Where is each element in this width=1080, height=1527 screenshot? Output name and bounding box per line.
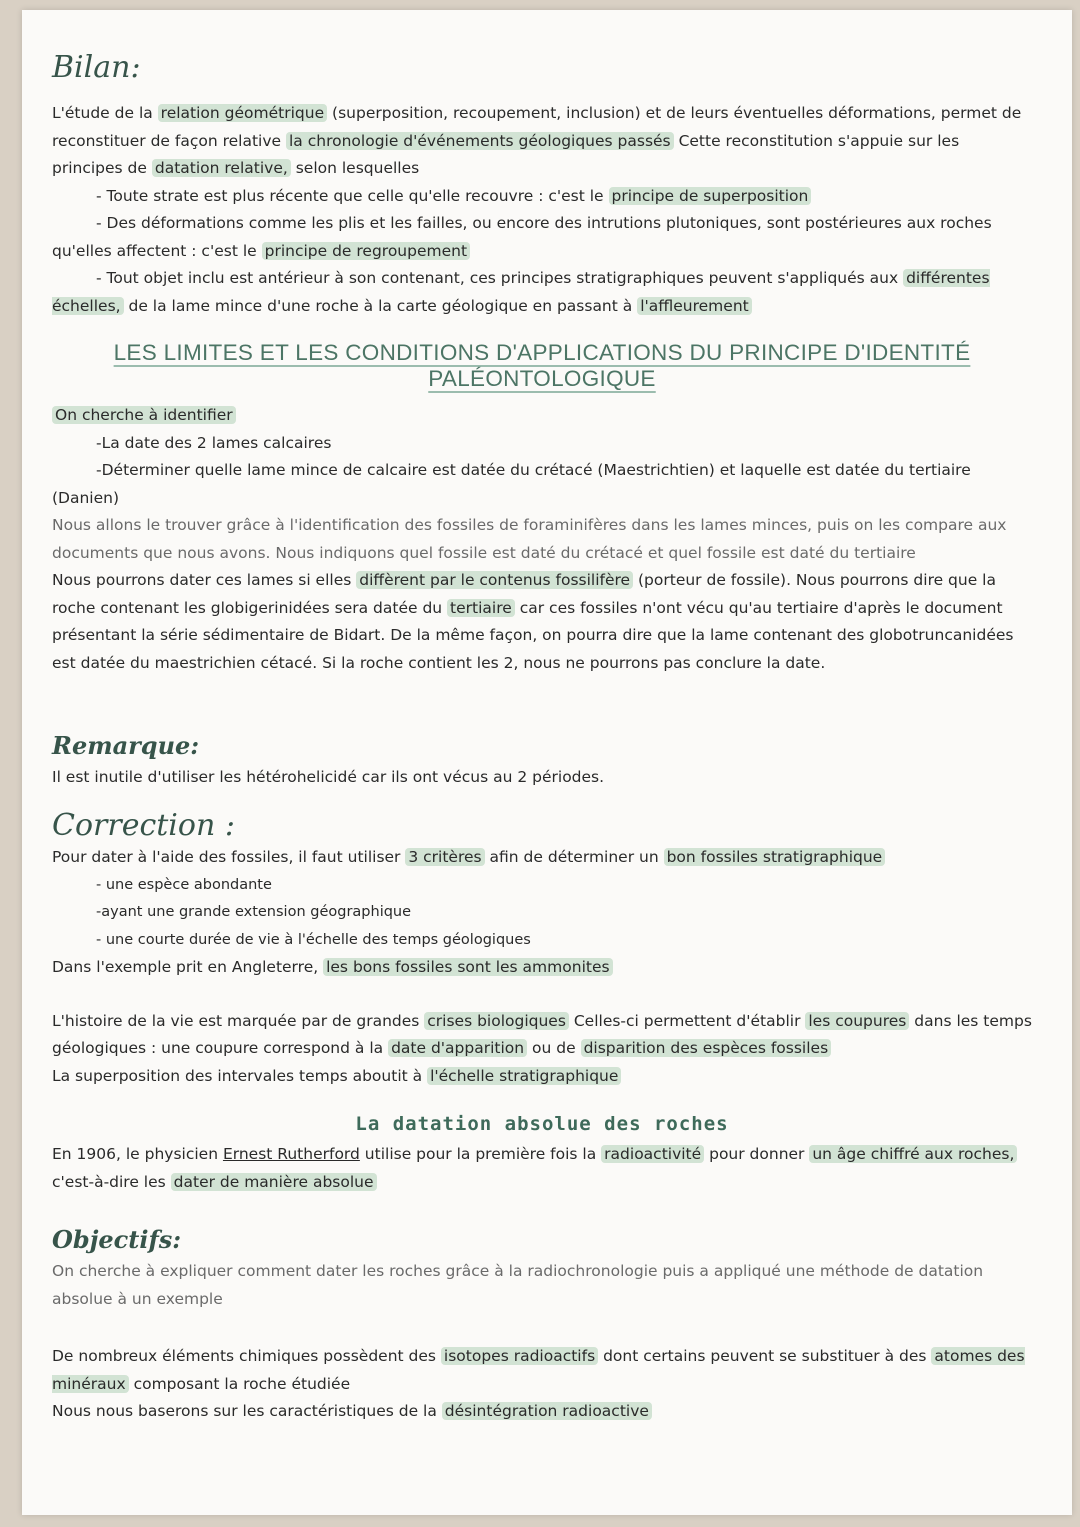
criteria-item: - une courte durée de vie à l'échelle des temps géologiques xyxy=(96,931,531,948)
correction-paragraph-1: Pour dater à l'aide des fossiles, il faut utiliser 3 critères afin de déterminer un bon fossiles stratigraphique xyxy=(52,844,1032,872)
highlight: principe de superposition xyxy=(609,187,812,205)
highlight: On cherche à identifier xyxy=(52,406,236,424)
highlight: tertiaire xyxy=(447,599,515,617)
limites-title: LES LIMITES ET LES CONDITIONS D'APPLICATIONS DU PRINCIPE D'IDENTITÉ PALÉONTOLOGIQUE xyxy=(113,340,971,391)
criteria-item: - une espèce abondante xyxy=(96,876,272,893)
highlight: un âge chiffré aux roches, xyxy=(809,1145,1017,1163)
bilan-title: Bilan: xyxy=(52,50,141,85)
correction-example: Dans l'exemple prit en Angleterre, les bons fossiles sont les ammonites xyxy=(52,954,1032,982)
notes-page xyxy=(22,10,1072,1515)
datation-title: La datation absolue des roches xyxy=(355,1113,729,1135)
remarque-section xyxy=(52,728,1032,792)
highlight: disparition des espèces fossiles xyxy=(581,1039,832,1057)
limites-intro xyxy=(52,402,1032,430)
highlight: radioactivité xyxy=(601,1145,704,1163)
highlight: dater de manière absolue xyxy=(171,1173,377,1191)
bilan-principle-inclusion: - Tout objet inclu est antérieur à son contenant, ces principes stratigraphiques peuvent s'appliqués aux différentes échelles, de la lame mince d'une roche à la carte géologique en passant à l'affleurement xyxy=(52,269,990,315)
datation-paragraph: En 1906, le physicien Ernest Rutherford utilise pour la première fois la radioactivité pour donner un âge chiffré aux roches, c'est-à-dire les dater de manière absolue xyxy=(52,1141,1032,1196)
highlight: désintégration radioactive xyxy=(442,1402,652,1420)
highlight: la chronologie d'événements géologiques passés xyxy=(286,132,674,150)
highlight: différentes échelles, xyxy=(52,269,990,315)
datation-section xyxy=(52,1113,1032,1196)
highlight: atomes des minéraux xyxy=(52,1347,1025,1393)
highlight: datation relative, xyxy=(152,159,291,177)
limites-item-1: -La date des 2 lames calcaires xyxy=(96,433,332,452)
limites-item-2: -Déterminer quelle lame mince de calcaire est datée du crétacé (Maestrichtien) et laquelle est datée du tertiaire (Danien) xyxy=(52,461,971,507)
limites-method: Nous allons le trouver grâce à l'identification des fossiles de foraminifères dans les lames minces, puis on les compare aux documents que nous avons. Nous indiquons quel fossile est daté du crétacé et quel fossile est daté du tertiaire xyxy=(52,516,1007,562)
bilan-principle-regroupement: - Des déformations comme les plis et les failles, ou encore des intrutions plutoniques, sont postérieures aux roches qu'elles affectent : c'est le principe de regroupement xyxy=(52,214,992,260)
objectifs-title: Objectifs: xyxy=(52,1225,182,1254)
desintegration-paragraph: Nous nous baserons sur les caractéristiques de la désintégration radioactive xyxy=(52,1398,1032,1426)
highlight: crises biologiques xyxy=(424,1012,569,1030)
remarque-text: Il est inutile d'utiliser les hétérohelicidé car ils ont vécus au 2 périodes. xyxy=(52,768,605,786)
bilan-paragraph-1: L'étude de la relation géométrique (superposition, recoupement, inclusion) et de leurs éventuelles déformations, permet de reconstituer de façon relative la chronologie d'événements géologiques passés Cette reconstitution s'appuie sur les principes de datation relative, selon lesquelles xyxy=(52,104,1022,177)
highlight: les coupures xyxy=(805,1012,909,1030)
highlight: date d'apparition xyxy=(388,1039,527,1057)
highlight: 3 critères xyxy=(405,848,484,866)
criteria-item: -ayant une grande extension géographique xyxy=(96,904,412,920)
correction-section xyxy=(52,808,1032,1090)
rutherford-name: Ernest Rutherford xyxy=(222,1145,360,1163)
correction-title: Correction : xyxy=(52,808,235,843)
correction-paragraph-crises: L'histoire de la vie est marquée par de grandes crises biologiques Celles-ci permettent d'établir les coupures dans les temps géologiques : une coupure correspond à la date d'apparition ou de disparition des espèces fossiles xyxy=(52,1011,1032,1057)
highlight: isotopes radioactifs xyxy=(441,1347,598,1365)
correction-paragraph-echelle: La superposition des intervales temps aboutit à l'échelle stratigraphique xyxy=(52,1063,1032,1091)
bilan-principle-superposition: - Toute strate est plus récente que celle qu'elle recouvre : c'est le principe de superposition xyxy=(52,183,1032,211)
highlight: principe de regroupement xyxy=(262,242,470,260)
bilan-section xyxy=(52,50,1032,320)
highlight: diffèrent par le contenus fossilifère xyxy=(356,571,633,589)
highlight: bon fossiles stratigraphique xyxy=(664,848,886,866)
objectifs-section xyxy=(52,1222,1032,1426)
limites-section xyxy=(52,340,1032,677)
highlight: relation géométrique xyxy=(158,104,327,122)
highlight: l'échelle stratigraphique xyxy=(427,1067,621,1085)
limites-reasoning: Nous pourrons dater ces lames si elles diffèrent par le contenus fossilifère (porteur de fossile). Nous pourrons dire que la roche contenant les globigerinidées sera datée du tertiaire car ces fossiles n'ont vécu qu'au tertiaire d'après le document présentant la série sédimentaire de Bidart. De la même façon, on pourra dire que la lame contenant des globotruncanidées est datée du maestrichien cétacé. Si la roche contient les 2, nous ne pourrons pas conclure la date. xyxy=(52,571,1014,672)
highlight: les bons fossiles sont les ammonites xyxy=(323,958,612,976)
remarque-title: Remarque: xyxy=(52,731,200,760)
isotopes-paragraph: De nombreux éléments chimiques possèdent des isotopes radioactifs dont certains peuvent se substituer à des atomes des minéraux composant la roche étudiée xyxy=(52,1347,1025,1393)
highlight: l'affleurement xyxy=(637,297,752,315)
objectifs-text: On cherche à expliquer comment dater les roches grâce à la radiochronologie puis a appliqué une méthode de datation absolue à un exemple xyxy=(52,1262,984,1308)
